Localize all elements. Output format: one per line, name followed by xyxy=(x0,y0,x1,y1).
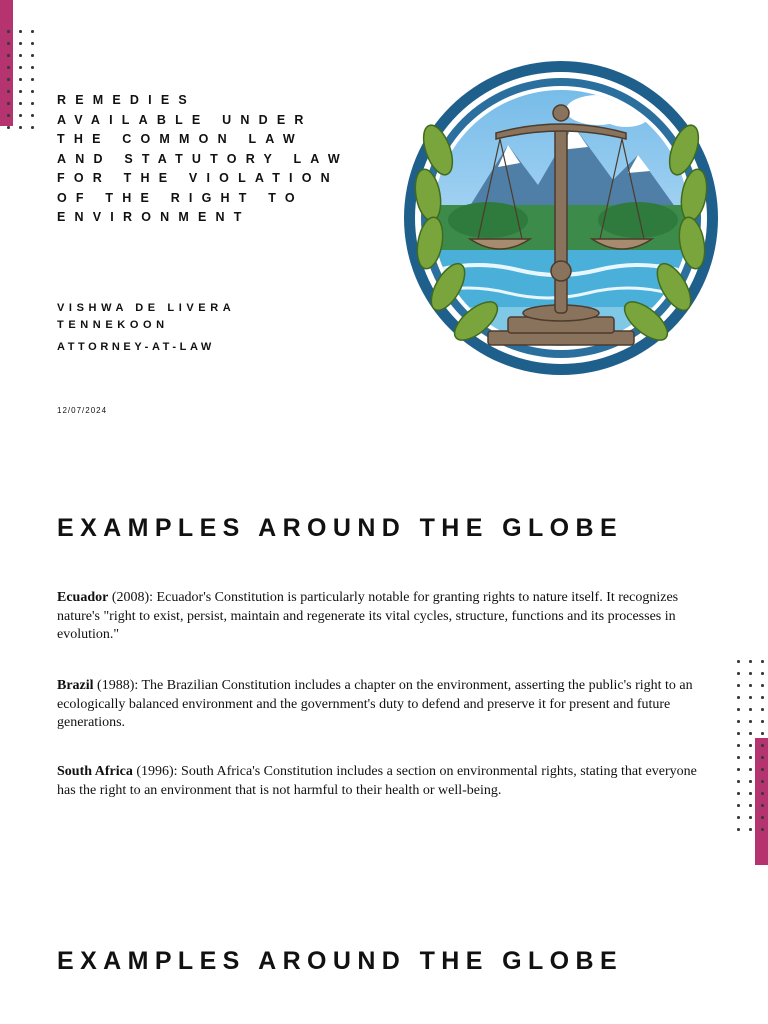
example-text: (1988): The Brazilian Constitution includes a chapter on the environment, asserting the public's right to an ecologically balanced environment and the government's duty to defend and preserve it for present and future generations. xyxy=(57,678,693,730)
dot xyxy=(7,78,10,81)
example-text: (1996): South Africa's Constitution includes a section on environmental rights, stating that everyone has the right to an environment that is not harmful to their health or well-being. xyxy=(57,764,697,798)
dot xyxy=(19,66,22,69)
dot xyxy=(761,744,764,747)
dot xyxy=(31,54,34,57)
document-title: REMEDIES AVAILABLE UNDER THE COMMON LAW AND STATUTORY LAW FOR THE VIOLATION OF THE RIGHT TO ENVIRONMENT xyxy=(57,93,349,224)
dot xyxy=(761,696,764,699)
dot xyxy=(749,744,752,747)
dot xyxy=(31,102,34,105)
dot xyxy=(749,780,752,783)
dot xyxy=(19,90,22,93)
dot xyxy=(761,732,764,735)
example-text: (2008): Ecuador's Constitution is particularly notable for granting rights to nature itself. It recognizes nature's "right to exist, persist, maintain and regenerate its vital cycles, structure, functions and its processes in evolution." xyxy=(57,590,679,642)
dot xyxy=(19,42,22,45)
country-name: Brazil xyxy=(57,678,94,693)
dot xyxy=(737,804,740,807)
dot xyxy=(31,42,34,45)
dot xyxy=(749,816,752,819)
dot xyxy=(19,114,22,117)
country-name: South Africa xyxy=(57,764,133,779)
dot xyxy=(761,828,764,831)
dot xyxy=(737,720,740,723)
dot xyxy=(31,66,34,69)
dot xyxy=(7,114,10,117)
dot xyxy=(749,672,752,675)
dot xyxy=(761,816,764,819)
dot xyxy=(737,732,740,735)
dot xyxy=(19,126,22,129)
dot xyxy=(7,126,10,129)
dot xyxy=(737,708,740,711)
example-brazil xyxy=(57,677,707,733)
dot xyxy=(749,804,752,807)
dot xyxy=(761,756,764,759)
dot-grid-left xyxy=(7,30,43,138)
dot xyxy=(737,744,740,747)
dot xyxy=(737,780,740,783)
dot xyxy=(749,756,752,759)
dot xyxy=(749,708,752,711)
dot xyxy=(761,684,764,687)
dot xyxy=(737,816,740,819)
dot xyxy=(7,90,10,93)
dot xyxy=(7,42,10,45)
dot xyxy=(19,30,22,33)
author-role: ATTORNEY-AT-LAW xyxy=(57,341,215,353)
dot xyxy=(7,30,10,33)
dot xyxy=(749,660,752,663)
section-heading: EXAMPLES AROUND THE GLOBE xyxy=(57,514,624,542)
dot xyxy=(761,768,764,771)
dot xyxy=(737,660,740,663)
dot xyxy=(761,804,764,807)
country-name: Ecuador xyxy=(57,590,109,605)
dot xyxy=(761,792,764,795)
example-south-africa xyxy=(57,763,707,800)
dot xyxy=(19,102,22,105)
dot xyxy=(31,114,34,117)
dot xyxy=(31,126,34,129)
dot xyxy=(7,66,10,69)
dot xyxy=(761,708,764,711)
dot xyxy=(19,78,22,81)
dot xyxy=(749,792,752,795)
dot xyxy=(31,90,34,93)
dot xyxy=(749,768,752,771)
dot xyxy=(31,30,34,33)
dot xyxy=(737,696,740,699)
dot xyxy=(749,732,752,735)
dot xyxy=(737,828,740,831)
dot xyxy=(7,54,10,57)
dot xyxy=(749,828,752,831)
dot-grid-right xyxy=(737,660,768,840)
dot xyxy=(737,672,740,675)
dot xyxy=(31,78,34,81)
dot xyxy=(737,768,740,771)
dot xyxy=(761,720,764,723)
dot xyxy=(737,792,740,795)
dot xyxy=(7,102,10,105)
dot xyxy=(761,780,764,783)
dot xyxy=(737,756,740,759)
dot xyxy=(19,54,22,57)
document-date: 12/07/2024 xyxy=(57,406,108,415)
dot xyxy=(737,684,740,687)
dot xyxy=(761,660,764,663)
section-heading-2: EXAMPLES AROUND THE GLOBE xyxy=(57,947,624,975)
scales-of-justice-emblem xyxy=(398,55,724,381)
dot xyxy=(749,720,752,723)
dot xyxy=(749,684,752,687)
dot xyxy=(761,672,764,675)
dot xyxy=(749,696,752,699)
author-name: VISHWA DE LIVERA TENNEKOON xyxy=(57,302,235,331)
example-ecuador xyxy=(57,589,707,645)
